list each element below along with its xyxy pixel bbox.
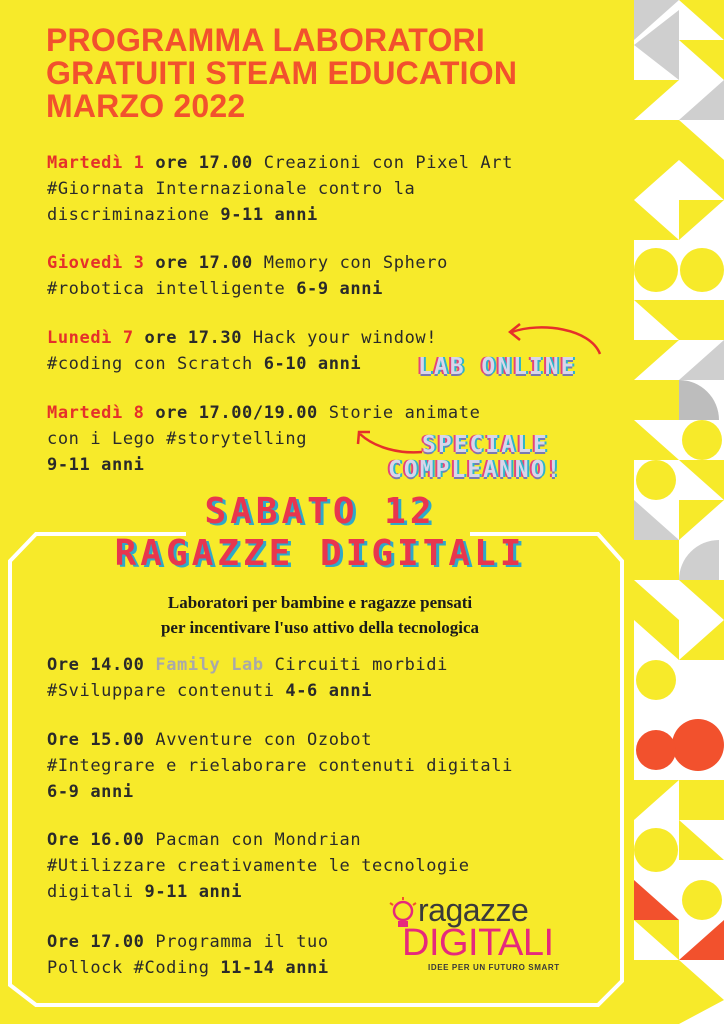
event-text: #robotica intelligente xyxy=(47,279,286,299)
session-age: 6-9 anni xyxy=(47,782,134,802)
event-age: 6-10 anni xyxy=(263,354,362,374)
event-age: 6-9 anni xyxy=(296,279,383,299)
title-line: MARZO 2022 xyxy=(46,88,246,124)
session-time: Ore 14.00 xyxy=(47,655,145,675)
event-text: Memory con Sphero xyxy=(263,253,448,273)
event-item xyxy=(47,325,437,377)
title-line: PROGRAMMA LABORATORI xyxy=(46,22,485,58)
saturday-heading: SABATO 12 xyxy=(204,491,436,532)
logo-tagline: IDEE PER UN FUTURO SMART xyxy=(428,963,560,972)
session-age: 4-6 anni xyxy=(285,681,373,701)
page-title xyxy=(46,24,606,123)
event-day: Lunedì 7 xyxy=(47,328,134,348)
session-item xyxy=(47,929,329,981)
geometric-pattern xyxy=(634,0,724,1024)
session-age: 11-14 anni xyxy=(220,958,329,978)
session-time: Ore 17.00 xyxy=(47,932,145,952)
event-text: Storie animate xyxy=(328,403,481,423)
lab-online-tag: LAB ONLINE xyxy=(418,354,577,380)
event-text: discriminazione xyxy=(47,205,210,225)
decorative-shape-strip xyxy=(634,0,724,1024)
session-text: #Utilizzare creativamente le tecnologie xyxy=(47,856,470,876)
session-age: 9-11 anni xyxy=(144,882,243,902)
session-text: #Integrare e rielaborare contenuti digitali xyxy=(47,756,513,776)
arrow-left-icon xyxy=(350,420,430,460)
title-line: GRATUITI STEAM EDUCATION xyxy=(46,55,518,91)
intro-line: Laboratori per bambine e ragazze pensati xyxy=(167,593,473,612)
session-item xyxy=(47,727,513,805)
event-item xyxy=(47,250,448,302)
session-item xyxy=(47,652,448,704)
event-text: Creazioni con Pixel Art xyxy=(263,153,513,173)
session-time: Ore 16.00 xyxy=(47,830,145,850)
logo-bottom-text: DIGITALI xyxy=(402,922,554,964)
session-time: Ore 15.00 xyxy=(47,730,145,750)
event-time: ore 17.30 xyxy=(144,328,243,348)
session-text: digitali xyxy=(47,882,134,902)
event-text: con i Lego #storytelling xyxy=(47,429,308,449)
event-text: #coding con Scratch xyxy=(47,354,253,374)
event-age: 9-11 anni xyxy=(220,205,318,225)
event-time: ore 17.00 xyxy=(155,153,253,173)
logo-top-text: ragazze xyxy=(418,892,529,928)
session-text: Programma il tuo xyxy=(155,932,329,952)
family-lab-label: Family Lab xyxy=(155,655,264,675)
event-text: #Giornata Internazionale contro la xyxy=(47,179,416,199)
speciale-tag: SPECIALE xyxy=(422,432,549,458)
session-text: #Sviluppare contenuti xyxy=(47,681,275,701)
saturday-intro xyxy=(60,590,580,640)
event-age: 9-11 anni xyxy=(47,455,145,475)
event-text: Hack your window! xyxy=(252,328,438,348)
intro-line: per incentivare l'uso attivo della tecnologica xyxy=(160,618,480,637)
session-text: Pacman con Mondrian xyxy=(155,830,362,850)
event-item xyxy=(47,150,513,228)
event-day: Giovedì 3 xyxy=(47,253,145,273)
compleanno-tag: COMPLEANNO! xyxy=(388,457,563,483)
session-text: Circuiti morbidi xyxy=(274,655,448,675)
event-day: Martedì 8 xyxy=(47,403,145,423)
arrow-left-icon xyxy=(500,318,610,358)
ragazze-digitali-heading: RAGAZZE DIGITALI xyxy=(114,533,526,574)
event-time: ore 17.00 xyxy=(155,253,253,273)
session-text: Avventure con Ozobot xyxy=(155,730,373,750)
event-day: Martedì 1 xyxy=(47,153,145,173)
ragazze-digitali-logo xyxy=(388,893,588,973)
session-text: Pollock #Coding xyxy=(47,958,210,978)
event-time: ore 17.00/19.00 xyxy=(155,403,318,423)
